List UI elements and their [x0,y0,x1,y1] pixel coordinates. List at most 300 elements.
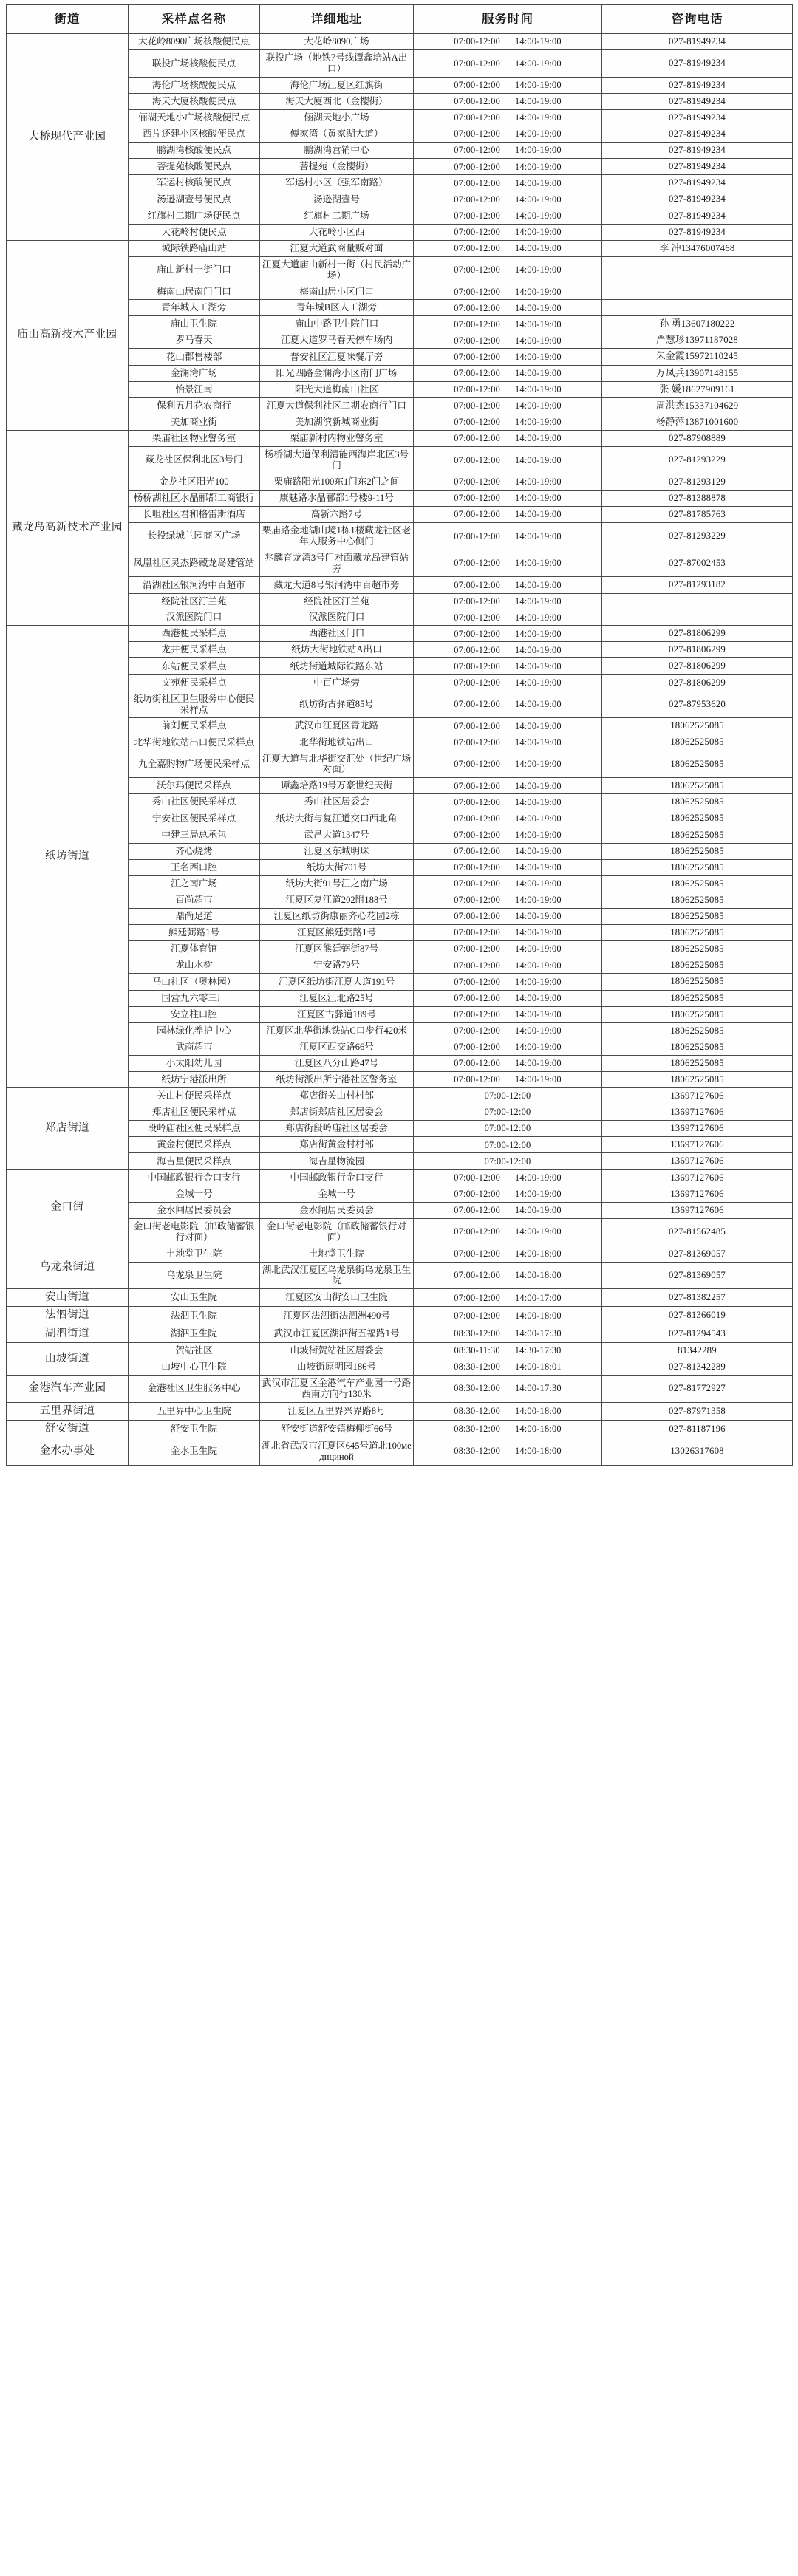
service-time-cell [414,925,602,941]
service-time-morning: 07:00-12:00 [454,351,500,362]
service-time-cell [414,256,602,284]
service-time-morning: 07:00-12:00 [454,80,500,91]
service-time-afternoon: 14:00-19:00 [515,558,562,569]
service-time-morning: 07:00-12:00 [454,335,500,346]
site-name-cell: 金水卫生院 [129,1438,260,1465]
service-time-afternoon: 14:00-19:00 [515,286,562,297]
phone-cell: 周洪杰15337104629 [602,397,793,414]
site-name-cell: 熊廷弼路1号 [129,925,260,941]
address-cell: 金口街老电影院（邮政储蓄银行对面） [260,1218,414,1246]
site-name-cell: 乌龙泉卫生院 [129,1262,260,1289]
service-time-cell [414,397,602,414]
service-time-cell [414,794,602,810]
table-row [7,1307,793,1325]
service-time-afternoon: 14:00-19:00 [515,80,562,91]
phone-cell: 18062525085 [602,827,793,843]
phone-cell: 027-87953620 [602,691,793,718]
address-cell: 秀山社区居委会 [260,794,414,810]
service-time-morning: 07:00-12:00 [454,226,500,237]
service-time-morning: 07:00-12:00 [454,1025,500,1036]
service-time-cell [414,126,602,143]
site-name-cell: 沿湖社区银河湾中百超市 [129,577,260,593]
service-time-afternoon: 14:00-19:00 [515,210,562,221]
address-cell: 美加湖滨新城商业街 [260,414,414,430]
address-cell: 纸坊大街701号 [260,859,414,875]
site-name-cell: 罗马春天 [129,332,260,349]
address-cell: 江夏区熊廷弼路1号 [260,925,414,941]
address-cell: 栗庙路阳光100东1门东2门之间 [260,474,414,490]
service-time-cell [414,941,602,957]
address-cell: 郑店街黄金村村部 [260,1137,414,1153]
service-time-morning: 07:00-12:00 [454,911,500,922]
site-name-cell: 怡景江南 [129,381,260,397]
site-name-cell: 鼎尚足道 [129,909,260,925]
service-time-cell [414,430,602,446]
service-time-morning: 07:00-12:00 [454,286,500,297]
site-name-cell: 法泗卫生院 [129,1307,260,1325]
service-time-morning: 07:00-12:00 [454,699,500,710]
site-name-cell: 藏龙社区保利北区3号门 [129,447,260,474]
street-cell: 舒安街道 [7,1420,129,1438]
service-time-cell [414,990,602,1006]
service-time-afternoon: 14:00-19:00 [515,1042,562,1053]
phone-cell: 18062525085 [602,1055,793,1071]
service-time-cell [414,490,602,506]
site-name-cell: 庙山卫生院 [129,316,260,332]
service-time-cell [414,1342,602,1359]
phone-cell [602,593,793,609]
service-time-cell [414,1202,602,1218]
site-name-cell: 江夏体育馆 [129,941,260,957]
service-time-afternoon: 14:00-19:00 [515,454,562,465]
service-time-morning: 08:30-12:00 [454,1446,500,1457]
address-cell: 经院社区汀兰苑 [260,593,414,609]
service-time-morning: 07:00-12:00 [454,796,500,807]
service-time-afternoon: 14:00-19:00 [515,476,562,487]
address-cell: 土地堂卫生院 [260,1246,414,1262]
phone-cell: 81342289 [602,1342,793,1359]
service-time-cell [414,577,602,593]
phone-cell: 张 媛18627909161 [602,381,793,397]
service-time-afternoon: 14:00-19:00 [515,433,562,444]
phone-cell: 13697127606 [602,1186,793,1202]
column-header-name: 采样点名称 [129,5,260,34]
phone-cell: 18062525085 [602,718,793,734]
service-time-afternoon: 14:00-19:00 [515,161,562,172]
service-time-morning: 07:00-12:00 [454,780,500,791]
phone-cell: 027-87908889 [602,430,793,446]
phone-cell: 朱金霞15972110245 [602,349,793,365]
service-time-cell [414,974,602,990]
address-cell: 纸坊街派出所宁港社区警务室 [260,1071,414,1087]
service-time-morning: 07:00-12:00 [454,660,500,672]
service-time-morning: 08:30-12:00 [454,1328,500,1339]
phone-cell: 027-81949234 [602,110,793,126]
service-time-cell [414,381,602,397]
site-name-cell: 段岭庙社区便民采样点 [129,1121,260,1137]
address-cell: 纸坊大街地铁站A出口 [260,642,414,658]
service-time-cell [414,751,602,778]
site-name-cell: 海吉星便民采样点 [129,1153,260,1169]
service-time-morning: 07:00-12:00 [454,878,500,889]
service-time-cell [414,1375,602,1402]
service-time-afternoon: 14:00-17:00 [515,1292,562,1303]
address-cell: 北华街地铁站出口 [260,734,414,751]
service-time-afternoon: 14:00-19:00 [515,895,562,906]
phone-cell: 18062525085 [602,859,793,875]
phone-cell: 18062525085 [602,990,793,1006]
site-name-cell: 金口街老电影院（邮政储蓄银行对面） [129,1218,260,1246]
service-time-afternoon: 14:00-19:00 [515,960,562,971]
service-time-cell [414,691,602,718]
address-cell: 江夏大道与北华街交汇处（世纪广场对面） [260,751,414,778]
phone-cell: 18062525085 [602,843,793,859]
street-cell: 乌龙泉街道 [7,1246,129,1289]
service-time-afternoon: 14:00-19:00 [515,112,562,123]
site-name-cell: 贺站社区 [129,1342,260,1359]
phone-cell: 18062525085 [602,892,793,908]
address-cell: 谭鑫培路19号万豪世纪天街 [260,778,414,794]
address-cell: 栗庙新村内物业警务室 [260,430,414,446]
street-cell: 湖泗街道 [7,1325,129,1342]
table-row [7,1289,793,1307]
site-name-cell: 西片还建小区核酸便民点 [129,126,260,143]
phone-cell: 18062525085 [602,751,793,778]
service-time-afternoon: 14:00-19:00 [515,194,562,205]
phone-cell: 027-81949234 [602,34,793,50]
phone-cell: 杨静萍13871001600 [602,414,793,430]
service-time-cell [414,349,602,365]
service-time-cell [414,892,602,908]
service-time-morning: 07:00-12:00 [454,1248,500,1259]
service-time-afternoon: 14:00-18:01 [515,1362,562,1372]
service-time-morning: 07:00-12:00 [454,530,500,541]
site-name-cell: 栗庙社区物业警务室 [129,430,260,446]
address-cell: 舒安街道舒安镇梅柳街66号 [260,1420,414,1438]
phone-cell: 18062525085 [602,734,793,751]
service-time-morning: 07:00-12:00 [454,58,500,69]
service-time-morning: 07:00-12:00 [454,558,500,569]
service-time-morning: 07:00-12:00 [454,112,500,123]
address-cell: 海伦广场江夏区红旗街 [260,77,414,93]
street-cell: 大桥现代产业园 [7,34,129,241]
phone-cell: 18062525085 [602,941,793,957]
address-cell: 江夏大道庙山新村一街（村民活动广场） [260,256,414,284]
service-time-cell [414,778,602,794]
table-row [7,1438,793,1465]
service-time-afternoon: 14:00-19:00 [515,644,562,655]
site-name-cell: 长投绿城兰园商区广场 [129,523,260,550]
site-name-cell: 湖泗卫生院 [129,1325,260,1342]
service-time-morning: 07:00-12:00 [454,454,500,465]
service-time-morning: 07:00-12:00 [454,1188,500,1199]
phone-cell: 18062525085 [602,794,793,810]
service-time-cell [414,1153,602,1169]
phone-cell: 18062525085 [602,1022,793,1039]
phone-cell: 027-81949234 [602,208,793,224]
column-header-street: 街道 [7,5,129,34]
address-cell: 山坡街贺站社区居委会 [260,1342,414,1359]
site-name-cell: 舒安卫生院 [129,1420,260,1438]
service-time-morning: 08:30-12:00 [454,1383,500,1394]
site-name-cell: 宁安社区便民采样点 [129,810,260,827]
street-cell: 金水办事处 [7,1438,129,1465]
service-time-morning: 07:00-12:00 [454,242,500,253]
service-time-afternoon: 14:00-19:00 [515,493,562,504]
service-time-morning: 08:30-11:30 [454,1345,500,1356]
service-time-afternoon: 14:00-19:00 [515,1058,562,1069]
service-time-cell [414,1022,602,1039]
address-cell: 栗庙路金地湖山境1栋1楼藏龙社区老年人服务中心侧门 [260,523,414,550]
service-time-morning: 07:00-12:00 [454,145,500,156]
service-time-morning: 07:00-12:00 [454,1204,500,1215]
site-name-cell: 保利五月花农商行 [129,397,260,414]
service-time-morning: 08:30-12:00 [454,1423,500,1434]
site-name-cell: 纸坊宁港派出所 [129,1071,260,1087]
service-time-morning: 07:00-12:00 [454,976,500,987]
service-time-afternoon: 14:00-19:00 [515,226,562,237]
service-time-afternoon: 14:00-19:00 [515,992,562,1003]
service-time-cell [414,1218,602,1246]
street-cell: 五里界街道 [7,1402,129,1420]
street-cell: 山坡街道 [7,1342,129,1375]
address-cell: 江夏区五里界兴界路8号 [260,1402,414,1420]
address-cell: 湖北武汉江夏区乌龙泉街乌龙泉卫生院 [260,1262,414,1289]
phone-cell: 13697127606 [602,1137,793,1153]
service-time-cell [414,1186,602,1202]
address-cell: 汉派医院门口 [260,609,414,626]
site-name-cell: 关山村便民采样点 [129,1088,260,1104]
site-name-cell: 西港便民采样点 [129,626,260,642]
address-cell: 江夏区法泗街法泗洲490号 [260,1307,414,1325]
service-time-afternoon: 14:00-18:00 [515,1270,562,1281]
service-time-afternoon: 14:00-19:00 [515,1074,562,1085]
service-time-afternoon: 14:00-18:00 [515,1310,562,1321]
service-time-cell [414,827,602,843]
service-time-afternoon: 14:00-19:00 [515,612,562,623]
site-name-cell: 马山社区（奥林园） [129,974,260,990]
service-time-morning: 07:00-12:00 [454,1310,500,1321]
site-name-cell: 金龙社区阳光100 [129,474,260,490]
table-row [7,1088,793,1104]
site-name-cell: 鹏湖湾核酸便民点 [129,143,260,159]
service-time-afternoon: 14:30-17:30 [514,1345,562,1356]
address-cell: 大花岭8090广场 [260,34,414,50]
service-time-cell [414,1307,602,1325]
service-time-afternoon: 14:00-19:00 [515,845,562,856]
phone-cell: 李 冲13476007468 [602,240,793,256]
service-time-afternoon: 14:00-19:00 [515,302,562,313]
table-row [7,430,793,446]
site-name-cell: 海伦广场核酸便民点 [129,77,260,93]
header-row [7,5,793,34]
phone-cell: 027-81382257 [602,1289,793,1307]
phone-cell: 18062525085 [602,957,793,974]
service-time-afternoon: 14:00-19:00 [515,335,562,346]
service-time-morning: 07:00-12:00 [454,194,500,205]
address-cell: 江夏区复江道202附188号 [260,892,414,908]
service-time-morning: 07:00-12:00 [454,845,500,856]
service-time-afternoon: 14:00-19:00 [515,720,562,731]
phone-cell: 027-81366019 [602,1307,793,1325]
site-name-cell: 大花岭村便民点 [129,224,260,240]
service-time-morning: 07:00-12:00 [454,433,500,444]
address-cell: 阳光四路金澜湾小区南门广场 [260,365,414,381]
site-name-cell: 前刘便民采样点 [129,718,260,734]
site-name-cell: 沃尔玛便民采样点 [129,778,260,794]
service-time-cell [414,1169,602,1186]
service-time-morning: 07:00-12:00 [454,644,500,655]
service-time-morning: 07:00-12:00 [454,1292,500,1303]
phone-cell: 027-81949234 [602,224,793,240]
phone-cell: 13026317608 [602,1438,793,1465]
address-cell: 江夏区古驿道189号 [260,1006,414,1022]
service-time-morning: 07:00-12:00 [454,759,500,770]
service-time-afternoon: 14:00-19:00 [515,1204,562,1215]
service-time-afternoon: 14:00-19:00 [515,595,562,607]
street-cell: 纸坊街道 [7,626,129,1088]
site-name-cell: 王名西口腔 [129,859,260,875]
site-name-cell: 园林绿化养护中心 [129,1022,260,1039]
service-time-morning: 07:00-12:00 [454,1008,500,1019]
address-cell: 江夏区八分山路47号 [260,1055,414,1071]
phone-cell: 027-81293229 [602,523,793,550]
phone-cell: 027-81806299 [602,658,793,674]
site-name-cell: 山坡中心卫生院 [129,1359,260,1375]
address-cell: 郑店街郑店社区居委会 [260,1104,414,1121]
site-name-cell: 秀山社区便民采样点 [129,794,260,810]
site-name-cell: 梅南山居南门门口 [129,284,260,300]
service-time-morning: 07:00-12:00 [454,318,500,329]
address-cell: 纸坊大街与复江道交口西北角 [260,810,414,827]
service-time-morning: 07:00-12:00 [454,161,500,172]
service-time-cell [414,1055,602,1071]
phone-cell: 027-81293229 [602,447,793,474]
site-name-cell: 杨桥湖社区水晶郦都工商银行 [129,490,260,506]
address-cell: 中国邮政银行金口支行 [260,1169,414,1186]
service-time-morning: 07:00-12:00 [454,1042,500,1053]
street-cell: 郑店街道 [7,1088,129,1169]
phone-cell: 027-81369057 [602,1246,793,1262]
service-time-morning: 07:00-12:00 [454,1270,500,1281]
address-cell: 江夏区东城明珠 [260,843,414,859]
phone-cell [602,284,793,300]
service-time-cell [414,1088,602,1104]
service-time-afternoon: 14:00-19:00 [515,943,562,954]
table-row [7,240,793,256]
service-time-afternoon: 14:00-19:00 [515,861,562,872]
service-time-cell [414,875,602,892]
address-cell: 武昌大道1347号 [260,827,414,843]
service-time-afternoon: 14:00-19:00 [515,400,562,411]
service-time-afternoon: 14:00-19:00 [515,367,562,378]
site-name-cell: 金水闸居民委员会 [129,1202,260,1218]
service-time-afternoon: 14:00-19:00 [515,813,562,824]
table-row [7,1402,793,1420]
address-cell: 郑店街关山村村部 [260,1088,414,1104]
service-time-morning: 07:00-12:00 [454,476,500,487]
service-time-afternoon: 14:00-19:00 [515,759,562,770]
address-cell: 江夏区安山街安山卫生院 [260,1289,414,1307]
service-time-afternoon: 14:00-19:00 [515,1172,562,1183]
address-cell: 普安社区江夏味餐厅旁 [260,349,414,365]
service-time-morning: 07:00-12:00 [454,677,500,688]
service-time-cell [414,1325,602,1342]
phone-cell: 027-81187196 [602,1420,793,1438]
service-time-afternoon: 14:00-19:00 [515,579,562,590]
site-name-cell: 中国邮政银行金口支行 [129,1169,260,1186]
service-time-afternoon: 14:00-17:30 [515,1383,562,1394]
service-time-cell [414,843,602,859]
site-name-cell: 黄金村便民采样点 [129,1137,260,1153]
column-header-address: 详细地址 [260,5,414,34]
service-time-afternoon: 14:00-19:00 [515,351,562,362]
phone-cell: 18062525085 [602,925,793,941]
address-cell: 菩提苑（金樱街） [260,159,414,175]
service-time-morning: 07:00-12:00 [454,264,500,276]
address-cell: 高新六路7号 [260,506,414,522]
address-cell: 江夏大道保利社区二期农商行门口 [260,397,414,414]
address-cell: 阳光大道梅南山社区 [260,381,414,397]
service-time-morning: 07:00-12:00 [454,595,500,607]
service-time-morning: 07:00-12:00 [454,210,500,221]
site-name-cell: 江之南广场 [129,875,260,892]
service-time-cell [414,734,602,751]
service-time-cell [414,1359,602,1375]
service-time-morning: 07:00-12:00 [454,302,500,313]
site-name-cell: 汤逊湖壹号便民点 [129,191,260,208]
street-cell: 安山街道 [7,1289,129,1307]
street-cell: 金港汽车产业园 [7,1375,129,1402]
phone-cell: 027-81772927 [602,1375,793,1402]
service-time-cell [414,957,602,974]
table-row [7,1342,793,1359]
service-time-cell [414,191,602,208]
address-cell: 江夏区西交路66号 [260,1039,414,1055]
site-name-cell: 武商超市 [129,1039,260,1055]
phone-cell: 13697127606 [602,1104,793,1121]
phone-cell: 027-81949234 [602,191,793,208]
site-name-cell: 龙井便民采样点 [129,642,260,658]
phone-cell: 18062525085 [602,909,793,925]
service-time-cell [414,110,602,126]
service-time-afternoon: 14:00-19:00 [515,129,562,140]
phone-cell: 027-81949234 [602,175,793,191]
phone-cell: 027-81388878 [602,490,793,506]
address-cell: 武汉市江夏区青龙路 [260,718,414,734]
service-time-morning: 07:00-12:00 [454,628,500,639]
service-time-cell [414,1246,602,1262]
service-time-morning: 07:00-12:00 [454,720,500,731]
address-cell: 俪湖天地小广场 [260,110,414,126]
phone-cell: 027-81806299 [602,674,793,691]
street-cell: 庙山高新技术产业园 [7,240,129,430]
service-time-morning: 07:00-12:00 [454,493,500,504]
service-time-morning: 07:00-12:00 [484,1123,531,1134]
service-time-morning: 07:00-12:00 [454,960,500,971]
address-cell: 纸坊街古驿道85号 [260,691,414,718]
address-cell: 纸坊街道城际铁路东站 [260,658,414,674]
service-time-afternoon: 14:00-19:00 [515,1226,562,1237]
address-cell: 江夏大道罗马春天停车场内 [260,332,414,349]
column-header-time: 服务时间 [414,5,602,34]
phone-cell: 18062525085 [602,875,793,892]
service-time-cell [414,1006,602,1022]
site-name-cell: 金澜湾广场 [129,365,260,381]
service-time-cell [414,718,602,734]
phone-cell: 13697127606 [602,1088,793,1104]
service-time-cell [414,1402,602,1420]
